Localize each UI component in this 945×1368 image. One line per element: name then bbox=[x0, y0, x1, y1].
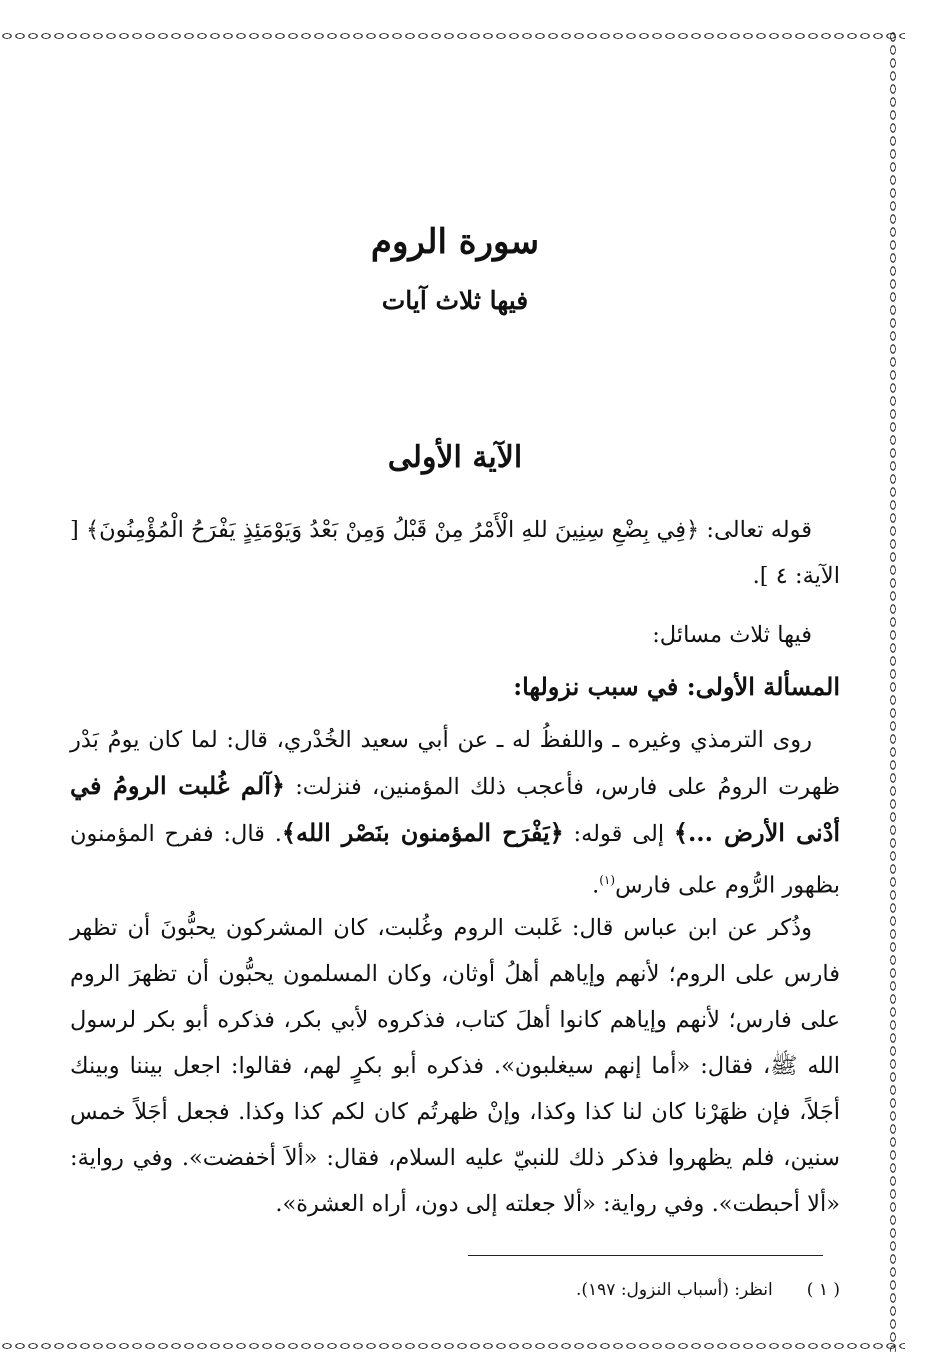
p1-quran-quote-2: ﴿يَفْرَح المؤمنون بنَصْر الله﴾ bbox=[281, 818, 564, 847]
paragraph-1 bbox=[70, 717, 840, 909]
footnote bbox=[70, 1275, 840, 1305]
surah-title: سورة الروم bbox=[370, 222, 540, 262]
p1-text-end: . bbox=[592, 872, 600, 899]
paragraph-2: وذُكر عن ابن عباس قال: غَلبت الروم وغُلبت، كان المشركون يحبُّونَ أن تظهر فارس على الروم؛ لأنهم وإياهم أهلُ أوثان، وكان المسلمون يحبُّون أن تظهرَ الروم على فارس؛ لأنهم وإياهم كانوا أهلَ كتاب، فذكروه لأبي بكر، فذكره أبو بكر لرسول الله ﷺ، فقال: «أما إنهم سيغلبون». فذكره أبو بكرٍ لهم، فقالوا: اجعل بيننا وبينك أجَلاً، فإن ظهَرْنا كان لنا كذا وكذا، وإنْ ظهرتُم كان لكم كذا وكذا. فجعل أجَلاً خمس سنين، فلم يظهروا فذكر ذلك للنبيّ عليه السلام، فقال: «ألاَ أخفضت». وفي رواية: «ألا أحبطت». وفي رواية: «ألا جعلته إلى دون، أراه العشرة». bbox=[70, 915, 840, 1217]
aya-reference: [ الآية: ٤ ]. bbox=[70, 517, 840, 589]
footnote-separator bbox=[468, 1255, 823, 1256]
masail-intro: فيها ثلاث مسائل: bbox=[652, 622, 812, 648]
quote-intro: قوله تعالى: bbox=[699, 517, 812, 543]
page-border-right bbox=[886, 30, 900, 1352]
aya-quote-paragraph bbox=[70, 507, 840, 599]
p1-text-2: إلى قوله: bbox=[563, 821, 674, 847]
page-content bbox=[70, 0, 840, 1368]
p1-text-3: . قال: ففرح المؤمنون بظهور الرُّوم على فارس bbox=[70, 821, 840, 899]
footnote-number: ( ١ ) bbox=[806, 1280, 840, 1300]
surah-subtitle: فيها ثلاث آيات bbox=[381, 286, 529, 315]
quran-quote: ﴿فِي بِضْعِ سِنِينَ للهِ الْأَمْرُ مِنْ قَبْلُ وَمِنْ بَعْدُ وَيَوْمَئِذٍ يَفْرَحُ الْمُؤْمِنُونَ﴾ bbox=[85, 517, 700, 543]
p1-quran-quote-1: ﴿آلم غُلبت الرومُ في أدْنى الأرض ...﴾ bbox=[70, 771, 841, 847]
p1-text-1: روى الترمذي وغيره ـ واللفظُ له ـ عن أبي سعيد الخُدْري، قال: لما كان يومُ بَدْر ظهرت الرومُ على فارس، فأعجب ذلك المؤمنين، فنزلت: bbox=[70, 727, 840, 800]
footnote-text: انظر: (أسباب النزول: ١٩٧). bbox=[575, 1280, 773, 1300]
footnote-marker: (١) bbox=[599, 873, 616, 887]
aya-heading: الآية الأولى bbox=[387, 440, 523, 475]
masala-heading: المسألة الأولى: في سبب نزولها: bbox=[513, 672, 840, 701]
